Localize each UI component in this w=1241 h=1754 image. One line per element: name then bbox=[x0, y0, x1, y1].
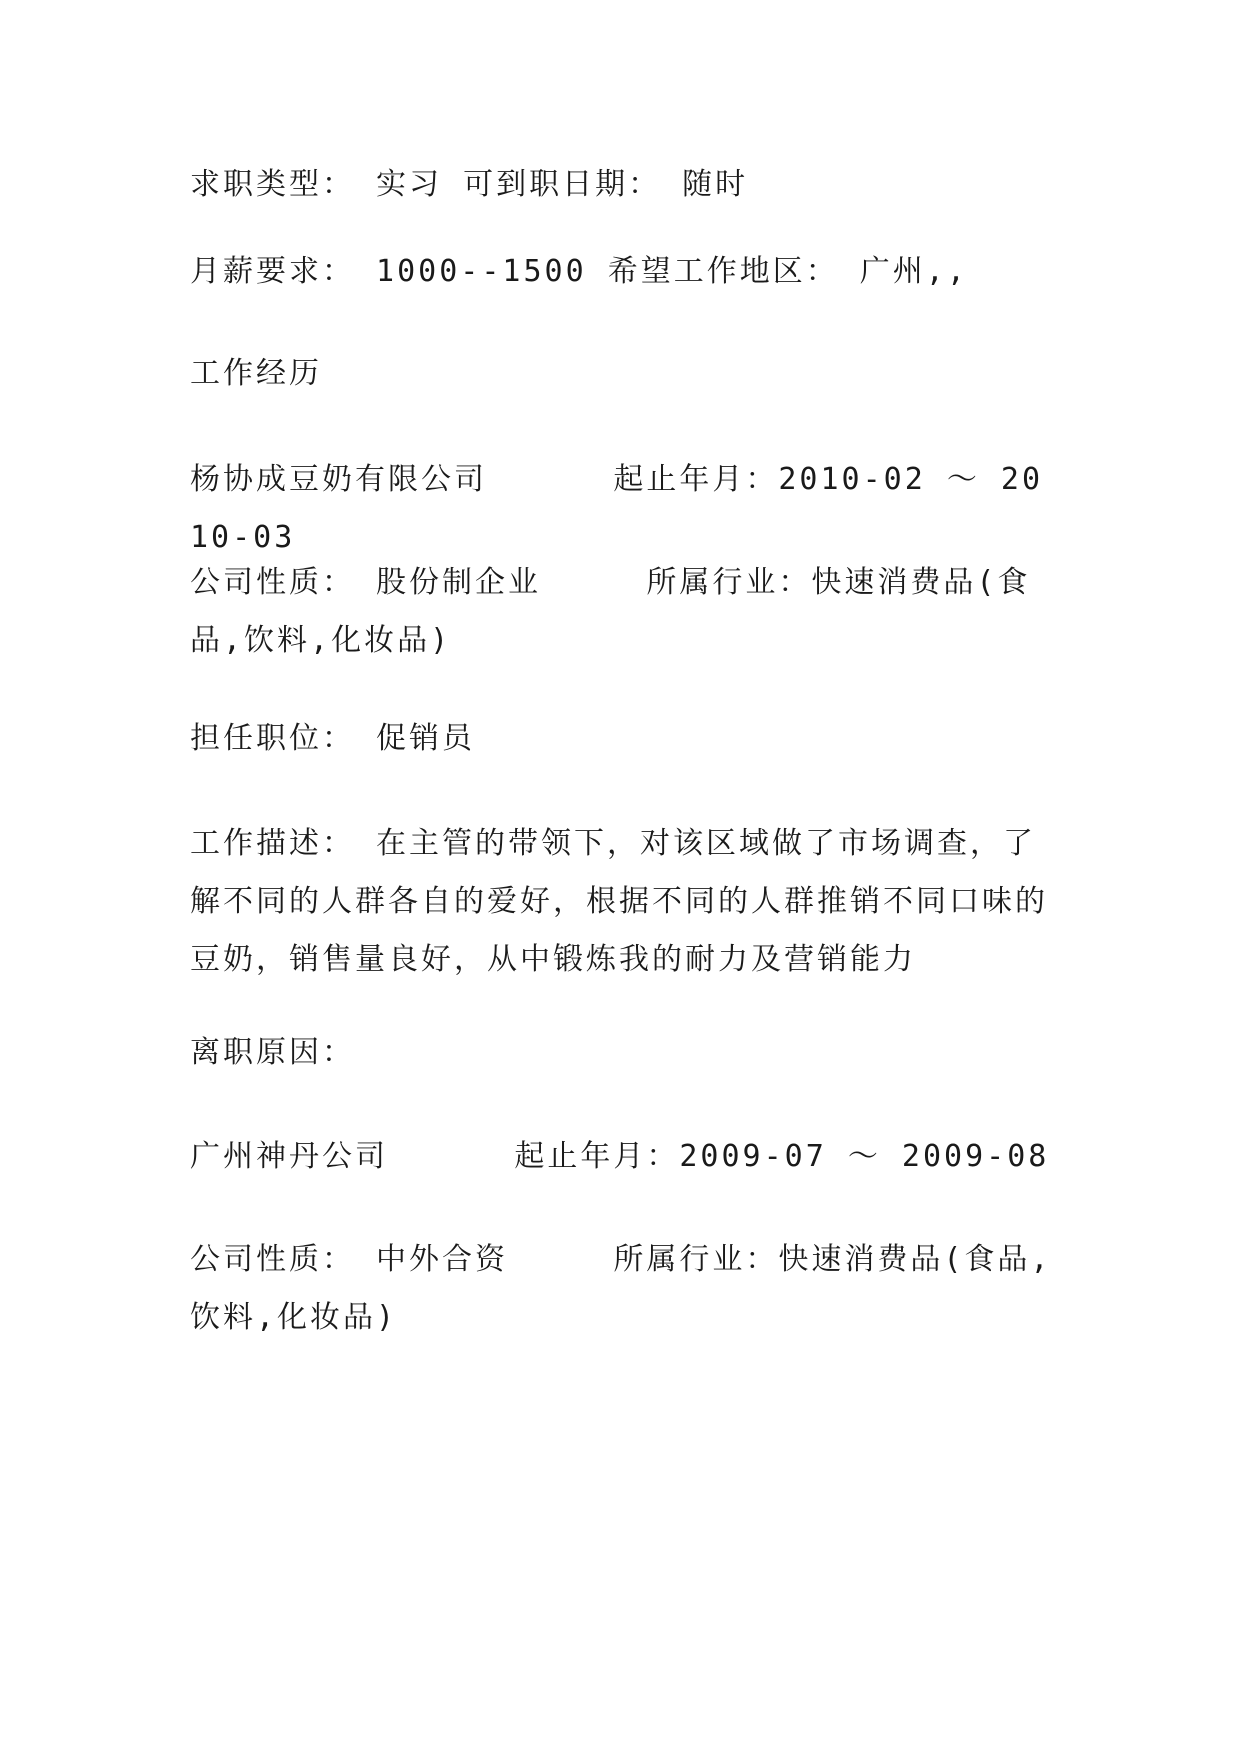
company2-nature-industry: 公司性质： 中外合资 所属行业：快速消费品(食品,饮料,化妆品) bbox=[190, 1242, 1052, 1335]
company1-name-period: 杨协成豆奶有限公司 起止年月：2010-02 ～ 2010-03 bbox=[190, 462, 1044, 555]
company1-nature-industry: 公司性质： 股份制企业 所属行业：快速消费品(食品,饮料,化妆品) bbox=[190, 565, 1031, 658]
salary-location-line: 月薪要求： 1000--1500 希望工作地区： 广州,, bbox=[190, 254, 968, 289]
company1-job-description: 工作描述： 在主管的带领下，对该区域做了市场调查，了解不同的人群各自的爱好，根据不同的人群推销不同口味的豆奶，销售量良好，从中锻炼我的耐力及营销能力 bbox=[190, 826, 1048, 977]
company2-name-period: 广州神丹公司 起止年月：2009-07 ～ 2009-08 bbox=[190, 1139, 1050, 1174]
company1-position: 担任职位： 促销员 bbox=[190, 721, 476, 756]
company1-leaving-reason: 离职原因： bbox=[190, 1035, 355, 1070]
work-experience-heading: 工作经历 bbox=[190, 356, 322, 391]
job-type-line: 求职类型： 实习 可到职日期： 随时 bbox=[190, 167, 749, 202]
